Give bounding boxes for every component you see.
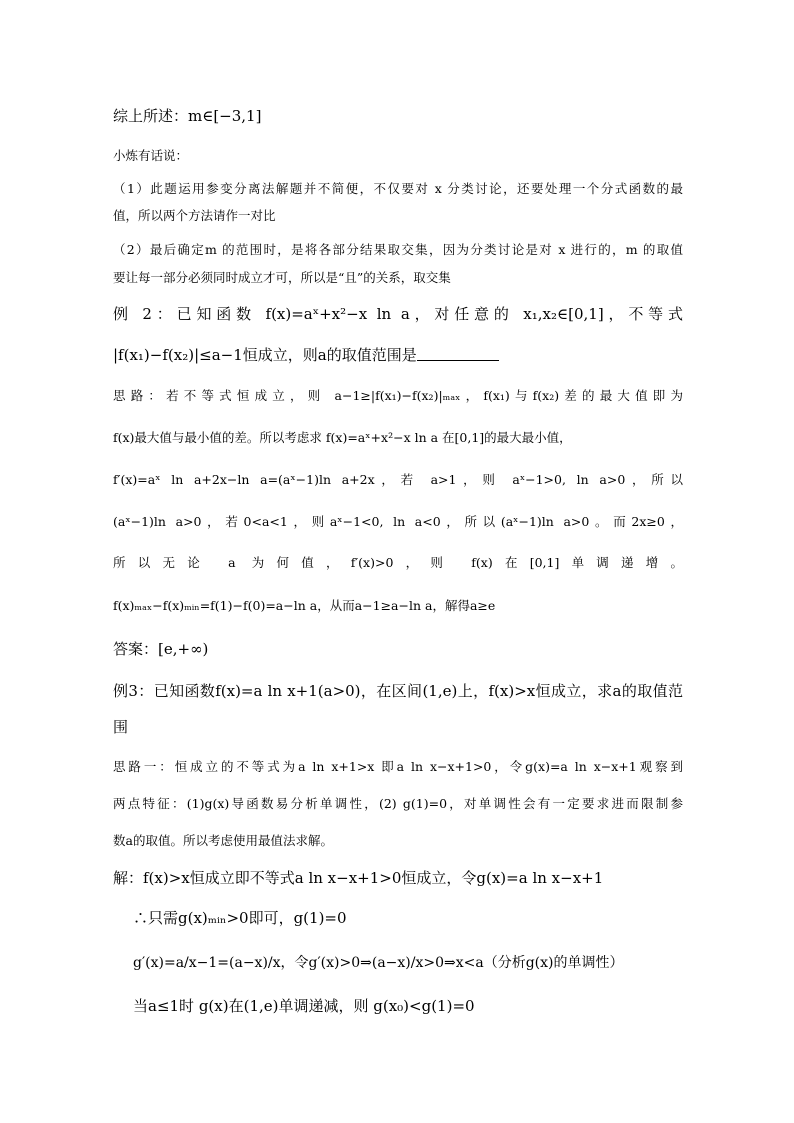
note-line-1a: （1）此题运用参变分离法解题并不简便，不仅要对 x 分类讨论，还要处理一个分式函数的最 bbox=[113, 181, 683, 196]
solution-line-2: ∴只需g(x)ₘᵢₙ>0即可，g(1)=0 bbox=[133, 909, 347, 927]
thought1-line-1: 思路一：恒成立的不等式为a ln x+1>x 即a ln x−x+1>0，令g(x)=a ln x−x+1观察到 bbox=[113, 759, 683, 774]
thought-line-6: f(x)ₘₐₓ−f(x)ₘᵢₙ=f(1)−f(0)=a−ln a，从而a−1≥a−ln a，解得a≥e bbox=[113, 598, 496, 613]
answer-blank bbox=[417, 348, 499, 361]
example2-line-2-text: |f(x₁)−f(x₂)|≤a−1恒成立，则a的取值范围是 bbox=[113, 346, 417, 364]
example3-line-1: 例3：已知函数f(x)=a ln x+1(a>0)，在区间(1,e)上，f(x)>x恒成立，求a的取值范 bbox=[113, 682, 683, 700]
example3-line-2: 围 bbox=[113, 718, 129, 736]
note-line-1b: 值，所以两个方法请作一对比 bbox=[113, 208, 276, 223]
note-line-2a: （2）最后确定m 的范围时，是将各部分结果取交集，因为分类讨论是对 x 进行的，m 的取值 bbox=[113, 242, 683, 257]
note-line-2b: 要让每一部分必须同时成立才可，所以是“且”的关系，取交集 bbox=[113, 270, 451, 285]
example2-line-2 bbox=[113, 344, 683, 365]
solution-line-4: 当a≤1时 g(x)在(1,e)单调递减，则 g(x₀)<g(1)=0 bbox=[133, 997, 475, 1015]
thought-line-5: 所以无论 a 为何值，f′(x)>0，则 f(x)在[0,1]单调递增。 bbox=[113, 555, 683, 570]
thought1-line-2: 两点特征：(1)g(x)导函数易分析单调性，(2) g(1)=0，对单调性会有一定要求进而限制参 bbox=[113, 796, 683, 811]
answer-line: 答案：[e,+∞) bbox=[113, 640, 209, 658]
solution-line-1: 解：f(x)>x恒成立即不等式a ln x−x+1>0恒成立，令g(x)=a ln x−x+1 bbox=[113, 869, 604, 887]
summary-line: 综上所述：m∈[−3,1] bbox=[113, 107, 262, 125]
example2-line-1: 例 2：已知函数 f(x)=aˣ+x²−x ln a，对任意的 x₁,x₂∈[0,1]，不等式 bbox=[113, 305, 683, 323]
thought-line-2: f(x)最大值与最小值的差。所以考虑求 f(x)=aˣ+x²−x ln a 在[0,1]的最大最小值， bbox=[113, 430, 572, 445]
thought-line-4: (aˣ−1)ln a>0，若0<a<1，则aˣ−1<0, ln a<0，所以(aˣ−1)ln a>0。而2x≥0， bbox=[113, 514, 683, 529]
thought-line-3: f′(x)=aˣ ln a+2x−ln a=(aˣ−1)ln a+2x，若 a>1，则 aˣ−1>0, ln a>0，所以 bbox=[113, 472, 683, 487]
note-heading: 小炼有话说： bbox=[113, 148, 189, 163]
solution-line-3: g′(x)=a/x−1=(a−x)/x，令g′(x)>0⇒(a−x)/x>0⇒x<a（分析g(x)的单调性） bbox=[133, 955, 624, 971]
thought-line-1: 思路：若不等式恒成立，则 a−1≥|f(x₁)−f(x₂)|ₘₐₓ，f(x₁)与f(x₂)差的最大值即为 bbox=[113, 388, 683, 403]
thought1-line-3: 数a的取值。所以考虑使用最值法求解。 bbox=[113, 833, 333, 848]
